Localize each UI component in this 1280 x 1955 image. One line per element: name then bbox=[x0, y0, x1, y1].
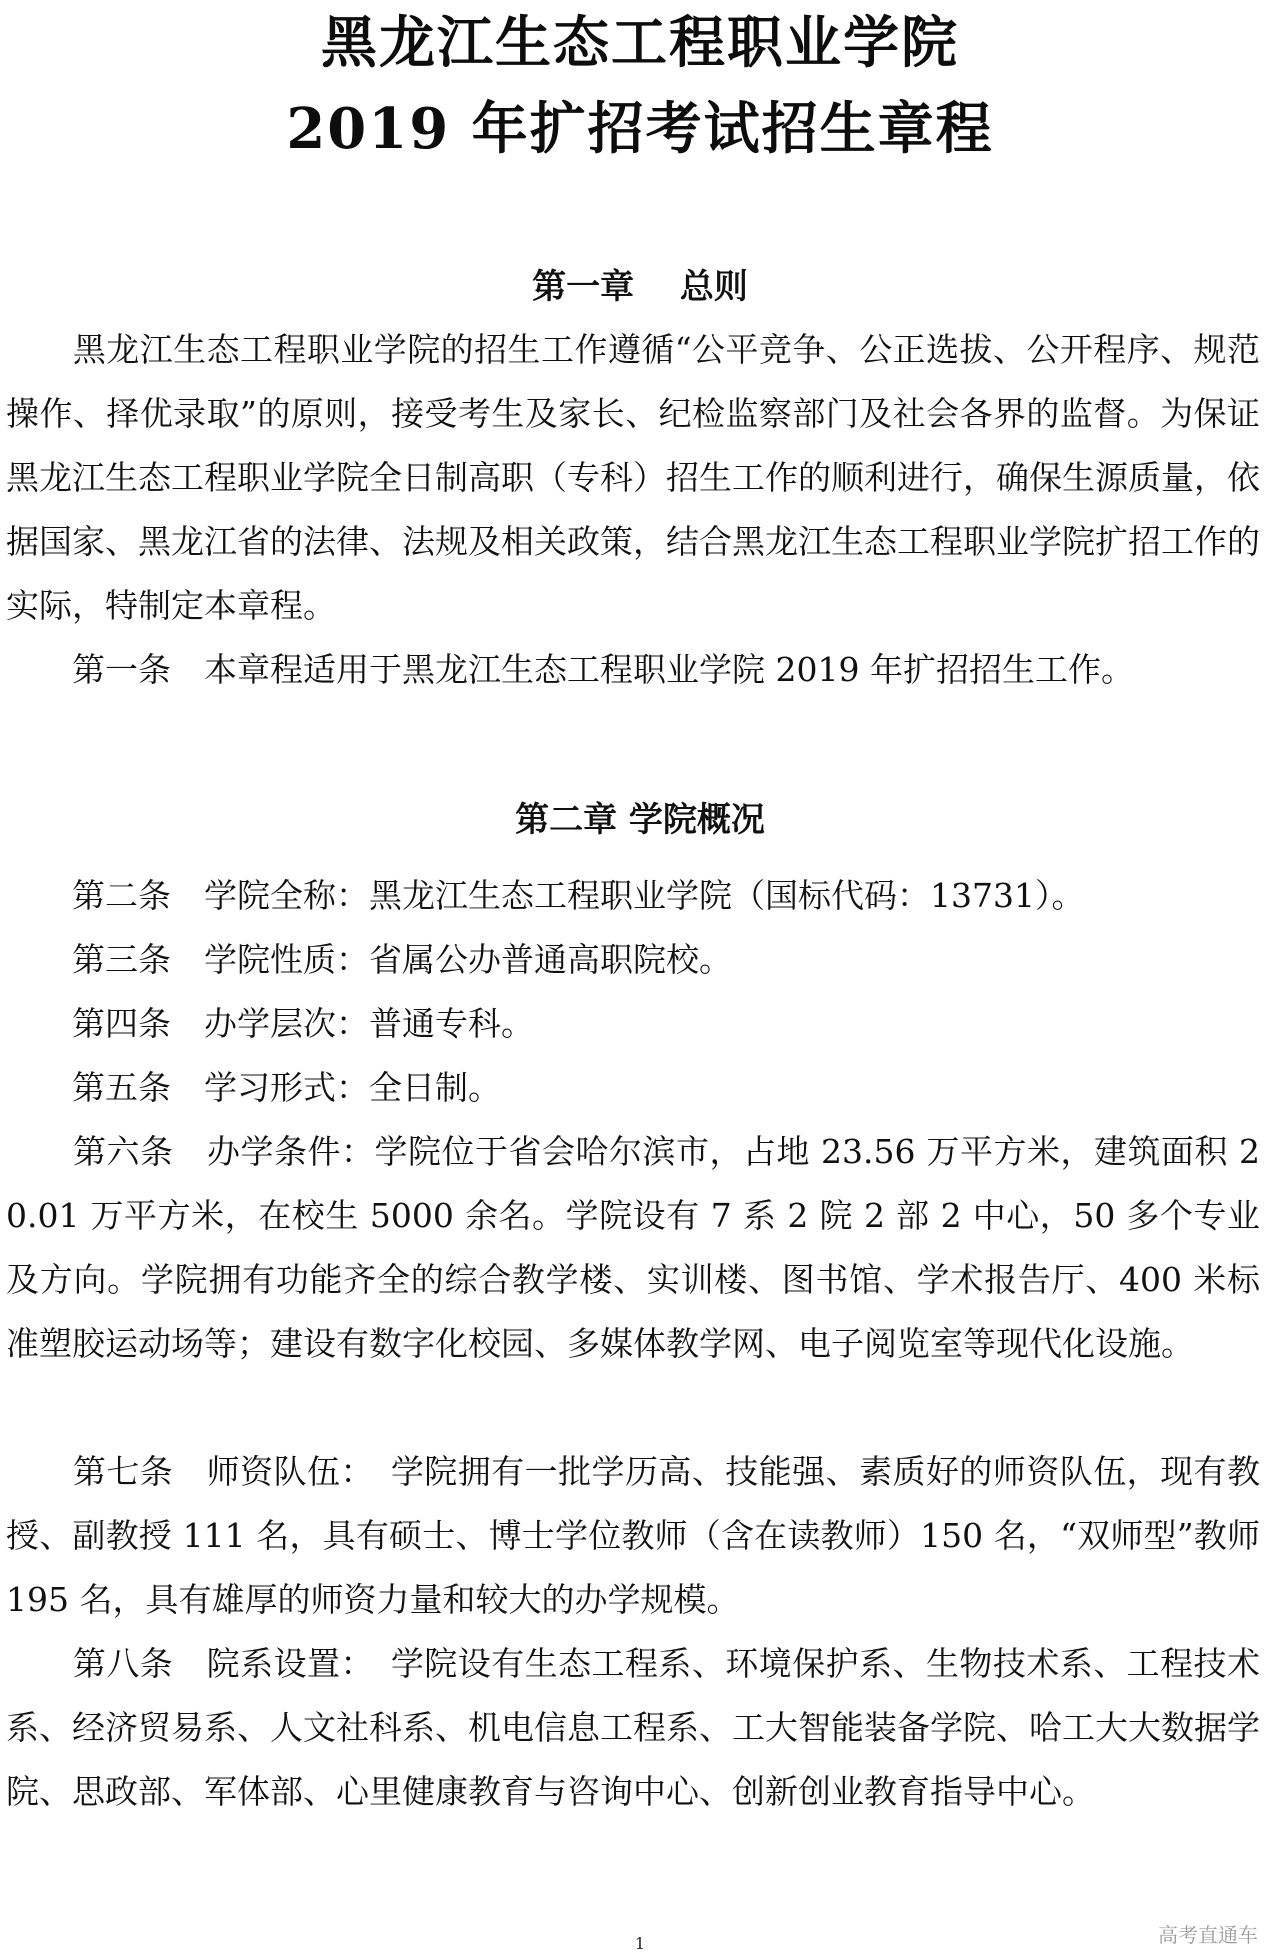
page-number: 1 bbox=[634, 1934, 646, 1953]
watermark: 高考直通车 bbox=[1158, 1923, 1258, 1947]
chapter2-article3: 第三条 学院性质：省属公办普通高职院校。 bbox=[6, 940, 732, 979]
chapter1-article1: 第一条 本章程适用于黑龙江生态工程职业学院 2019 年扩招招生工作。 bbox=[6, 650, 1134, 689]
chapter1-heading: 第一章 总则 bbox=[532, 267, 748, 307]
chapter2-article2: 第二条 学院全称：黑龙江生态工程职业学院（国标代码：13731）。 bbox=[6, 876, 1085, 915]
chapter2-article5: 第五条 学习形式：全日制。 bbox=[6, 1068, 501, 1107]
chapter2-article8: 第八条 院系设置： 学院设有生态工程系、环境保护系、生物技术系、工程技术系、经济贸易系、人文社科系、机电信息工程系、工大智能装备学院、哈工大大数据学院、思政部、军体部、心里健康教育与咨询中心、创新创业教育指导中心。 bbox=[6, 1644, 1260, 1811]
chapter1-paragraph-principles: 黑龙江生态工程职业学院的招生工作遵循“公平竞争、公正选拔、公开程序、规范操作、择优录取”的原则，接受考生及家长、纪检监察部门及社会各界的监督。为保证黑龙江生态工程职业学院全日制高职（专科）招生工作的顺利进行，确保生源质量，依据国家、黑龙江省的法律、法规及相关政策，结合黑龙江生态工程职业学院扩招工作的实际，特制定本章程。 bbox=[6, 330, 1260, 625]
chapter2-article4: 第四条 办学层次：普通专科。 bbox=[6, 1004, 534, 1043]
chapter2-heading: 第二章 学院概况 bbox=[515, 800, 765, 840]
document-title-line1: 黑龙江生态工程职业学院 bbox=[321, 10, 959, 76]
document-title-line2: 2019 年扩招考试招生章程 bbox=[286, 96, 994, 162]
chapter2-article6: 第六条 办学条件：学院位于省会哈尔滨市，占地 23.56 万平方米，建筑面积 20.01 万平方米，在校生 5000 余名。学院设有 7 系 2 院 2 部 2 中心，50 多个专业及方向。学院拥有功能齐全的综合教学楼、实训楼、图书馆、学术报告厅、400 米标准塑胶运动场等；建设有数字化校园、多媒体教学网、电子阅览室等现代化设施。 bbox=[6, 1132, 1260, 1363]
chapter2-article7: 第七条 师资队伍： 学院拥有一批学历高、技能强、素质好的师资队伍，现有教授、副教授 111 名，具有硕士、博士学位教师（含在读教师）150 名，“双师型”教师 195 名，具有雄厚的师资力量和较大的办学规模。 bbox=[6, 1452, 1271, 1619]
